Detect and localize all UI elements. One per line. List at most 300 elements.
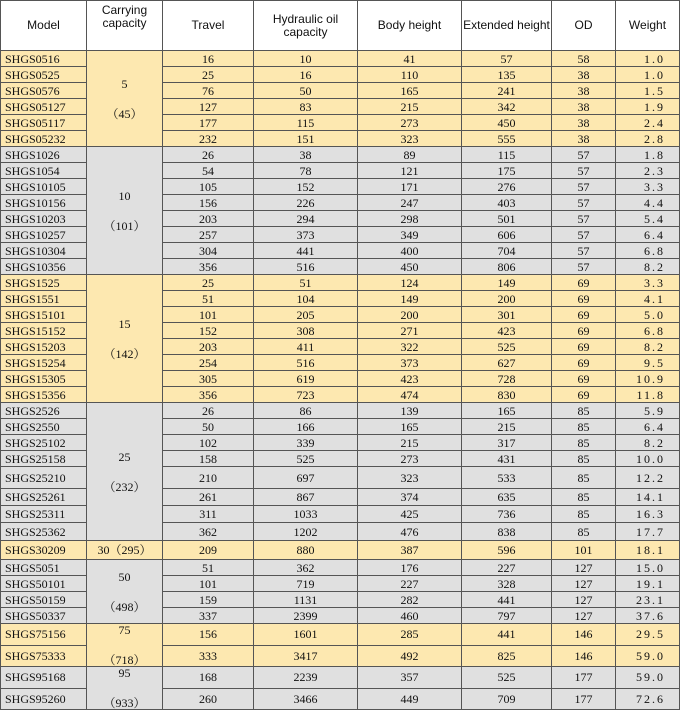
cell-weight: 6.4 — [616, 419, 680, 435]
cell-carrying-capacity — [87, 541, 163, 560]
capacity-spacer — [87, 202, 162, 220]
cell-body-height: 176 — [358, 560, 462, 576]
cell-od: 69 — [552, 355, 616, 371]
cell-hydraulic-oil-capacity: 78 — [254, 163, 358, 179]
capacity-kn-value: （718） — [103, 653, 146, 667]
cell-od: 57 — [552, 211, 616, 227]
cell-weight: 1.0 — [616, 67, 680, 83]
capacity-value: 5 — [121, 76, 128, 91]
cell-od: 58 — [552, 51, 616, 67]
cell-hydraulic-oil-capacity: 115 — [254, 115, 358, 131]
cell-model: SHGS25102 — [1, 435, 87, 451]
cell-travel: 203 — [163, 339, 254, 355]
capacity-value: 95 — [118, 666, 131, 680]
cell-model: SHGS75156 — [1, 624, 87, 646]
cell-body-height: 460 — [358, 608, 462, 624]
table-row — [1, 51, 680, 67]
cell-od: 69 — [552, 291, 616, 307]
cell-model: SHGS95260 — [1, 688, 87, 710]
cell-hydraulic-oil-capacity: 226 — [254, 195, 358, 211]
cell-extended-height: 149 — [462, 275, 552, 291]
cell-od: 69 — [552, 275, 616, 291]
cell-body-height: 200 — [358, 307, 462, 323]
cell-body-height: 476 — [358, 523, 462, 541]
cell-model: SHGS15203 — [1, 339, 87, 355]
cell-weight: 9.5 — [616, 355, 680, 371]
cell-od: 57 — [552, 163, 616, 179]
cell-extended-height: 555 — [462, 131, 552, 147]
cell-extended-height: 606 — [462, 227, 552, 243]
table-body — [1, 51, 680, 710]
header-carrying-capacity: Carrying capacity — [87, 1, 163, 51]
cell-od: 57 — [552, 243, 616, 259]
cell-weight: 5.9 — [616, 403, 680, 419]
cell-body-height: 273 — [358, 115, 462, 131]
cell-model: SHGS15254 — [1, 355, 87, 371]
cell-extended-height: 317 — [462, 435, 552, 451]
cell-od: 85 — [552, 435, 616, 451]
cell-travel: 76 — [163, 83, 254, 99]
cell-travel: 51 — [163, 560, 254, 576]
cell-model: SHGS95168 — [1, 667, 87, 689]
cell-body-height: 425 — [358, 506, 462, 523]
cell-weight: 5.0 — [616, 307, 680, 323]
cell-weight: 8.2 — [616, 259, 680, 275]
cell-od: 127 — [552, 608, 616, 624]
cell-weight: 1.8 — [616, 147, 680, 163]
cell-hydraulic-oil-capacity: 205 — [254, 307, 358, 323]
cell-travel: 127 — [163, 99, 254, 115]
cell-travel: 16 — [163, 51, 254, 67]
cell-model: SHGS05127 — [1, 99, 87, 115]
cell-model: SHGS25158 — [1, 451, 87, 467]
cell-body-height: 450 — [358, 259, 462, 275]
cell-carrying-capacity — [87, 275, 163, 403]
cell-model: SHGS10356 — [1, 259, 87, 275]
table-row — [1, 624, 680, 646]
cell-model: SHGS05232 — [1, 131, 87, 147]
header-row — [1, 1, 680, 51]
cell-model: SHGS10257 — [1, 227, 87, 243]
cell-carrying-capacity — [87, 51, 163, 147]
cell-carrying-capacity — [87, 560, 163, 624]
cell-model: SHGS50101 — [1, 576, 87, 592]
cell-od: 85 — [552, 467, 616, 489]
capacity-value: 75 — [118, 623, 131, 637]
cell-travel: 156 — [163, 624, 254, 646]
cell-model: SHGS25362 — [1, 523, 87, 541]
cell-extended-height: 175 — [462, 163, 552, 179]
cell-model: SHGS5051 — [1, 560, 87, 576]
capacity-kn-value: （101） — [103, 218, 146, 233]
cell-od: 57 — [552, 147, 616, 163]
capacity-spacer — [87, 679, 162, 697]
cell-travel: 333 — [163, 645, 254, 667]
cell-model: SHGS75333 — [1, 645, 87, 667]
cell-carrying-capacity — [87, 147, 163, 275]
cell-model: SHGS0576 — [1, 83, 87, 99]
cell-od: 69 — [552, 307, 616, 323]
cell-weight: 4.4 — [616, 195, 680, 211]
cell-hydraulic-oil-capacity: 2399 — [254, 608, 358, 624]
cell-model: SHGS50159 — [1, 592, 87, 608]
cell-body-height: 285 — [358, 624, 462, 646]
cell-model: SHGS1525 — [1, 275, 87, 291]
cell-model: SHGS10203 — [1, 211, 87, 227]
cell-weight: 16.3 — [616, 506, 680, 523]
cell-travel: 51 — [163, 291, 254, 307]
cell-body-height: 323 — [358, 467, 462, 489]
cell-travel: 168 — [163, 667, 254, 689]
cell-model: SHGS1026 — [1, 147, 87, 163]
cell-extended-height: 441 — [462, 624, 552, 646]
cell-model: SHGS0525 — [1, 67, 87, 83]
cell-hydraulic-oil-capacity: 516 — [254, 355, 358, 371]
cell-extended-height: 115 — [462, 147, 552, 163]
cell-hydraulic-oil-capacity: 1601 — [254, 624, 358, 646]
cell-weight: 29.5 — [616, 624, 680, 646]
cell-extended-height: 450 — [462, 115, 552, 131]
cell-travel: 356 — [163, 387, 254, 403]
cell-body-height: 89 — [358, 147, 462, 163]
cell-travel: 102 — [163, 435, 254, 451]
cell-weight: 5.4 — [616, 211, 680, 227]
cell-weight: 1.9 — [616, 99, 680, 115]
cell-hydraulic-oil-capacity: 1033 — [254, 506, 358, 523]
cell-hydraulic-oil-capacity: 152 — [254, 179, 358, 195]
cell-weight: 6.8 — [616, 323, 680, 339]
cell-travel: 254 — [163, 355, 254, 371]
cell-body-height: 139 — [358, 403, 462, 419]
cell-travel: 305 — [163, 371, 254, 387]
cell-od: 57 — [552, 195, 616, 211]
cell-hydraulic-oil-capacity: 362 — [254, 560, 358, 576]
cell-hydraulic-oil-capacity: 104 — [254, 291, 358, 307]
cell-model: SHGS10304 — [1, 243, 87, 259]
cell-weight: 3.3 — [616, 179, 680, 195]
capacity-spacer — [87, 583, 162, 601]
cell-extended-height: 301 — [462, 307, 552, 323]
cell-extended-height: 825 — [462, 645, 552, 667]
cell-carrying-capacity — [87, 624, 163, 667]
capacity-kn-value: （498） — [103, 599, 146, 614]
cell-body-height: 124 — [358, 275, 462, 291]
cell-hydraulic-oil-capacity: 1131 — [254, 592, 358, 608]
cell-od: 101 — [552, 541, 616, 560]
cell-travel: 311 — [163, 506, 254, 523]
cell-extended-height: 328 — [462, 576, 552, 592]
capacity-spacer — [87, 636, 162, 654]
cell-travel: 105 — [163, 179, 254, 195]
cell-extended-height: 838 — [462, 523, 552, 541]
cell-weight: 6.4 — [616, 227, 680, 243]
cell-hydraulic-oil-capacity: 2239 — [254, 667, 358, 689]
cell-od: 146 — [552, 645, 616, 667]
cell-model: SHGS0516 — [1, 51, 87, 67]
cell-travel: 50 — [163, 419, 254, 435]
cell-body-height: 215 — [358, 99, 462, 115]
cell-extended-height: 797 — [462, 608, 552, 624]
capacity-kn-value: （45） — [106, 106, 143, 121]
table-row — [1, 403, 680, 419]
cell-hydraulic-oil-capacity: 16 — [254, 67, 358, 83]
cell-hydraulic-oil-capacity: 38 — [254, 147, 358, 163]
cell-od: 57 — [552, 179, 616, 195]
capacity-value: 30（295） — [97, 543, 152, 557]
header-model: Model — [1, 1, 87, 51]
cell-weight: 59.0 — [616, 667, 680, 689]
cell-extended-height: 441 — [462, 592, 552, 608]
cell-od: 57 — [552, 259, 616, 275]
cell-body-height: 387 — [358, 541, 462, 560]
cell-hydraulic-oil-capacity: 86 — [254, 403, 358, 419]
cell-weight: 2.4 — [616, 115, 680, 131]
cell-travel: 210 — [163, 467, 254, 489]
cell-hydraulic-oil-capacity: 441 — [254, 243, 358, 259]
cell-hydraulic-oil-capacity: 151 — [254, 131, 358, 147]
cell-travel: 203 — [163, 211, 254, 227]
cell-body-height: 273 — [358, 451, 462, 467]
cell-weight: 1.0 — [616, 51, 680, 67]
cell-extended-height: 704 — [462, 243, 552, 259]
cell-od: 69 — [552, 387, 616, 403]
cell-travel: 209 — [163, 541, 254, 560]
cell-body-height: 247 — [358, 195, 462, 211]
header-od: OD — [552, 1, 616, 51]
cell-hydraulic-oil-capacity: 719 — [254, 576, 358, 592]
cell-travel: 101 — [163, 307, 254, 323]
cell-extended-height: 200 — [462, 291, 552, 307]
cell-model: SHGS2526 — [1, 403, 87, 419]
cell-od: 85 — [552, 523, 616, 541]
cell-hydraulic-oil-capacity: 373 — [254, 227, 358, 243]
cell-extended-height: 635 — [462, 489, 552, 506]
cell-model: SHGS10156 — [1, 195, 87, 211]
cell-carrying-capacity — [87, 667, 163, 710]
cell-travel: 101 — [163, 576, 254, 592]
cell-hydraulic-oil-capacity: 3466 — [254, 688, 358, 710]
cell-od: 85 — [552, 419, 616, 435]
cell-model: SHGS10105 — [1, 179, 87, 195]
cell-carrying-capacity — [87, 403, 163, 541]
capacity-spacer — [87, 463, 162, 481]
cell-extended-height: 165 — [462, 403, 552, 419]
capacity-value: 15 — [118, 316, 131, 331]
capacity-value: 10 — [118, 188, 131, 203]
cell-weight: 11.8 — [616, 387, 680, 403]
cell-body-height: 121 — [358, 163, 462, 179]
cell-travel: 26 — [163, 147, 254, 163]
table-row — [1, 541, 680, 560]
cell-model: SHGS15305 — [1, 371, 87, 387]
cell-hydraulic-oil-capacity: 308 — [254, 323, 358, 339]
header-weight: Weight — [616, 1, 680, 51]
cell-extended-height: 227 — [462, 560, 552, 576]
cell-travel: 304 — [163, 243, 254, 259]
cell-model: SHGS25261 — [1, 489, 87, 506]
cell-hydraulic-oil-capacity: 294 — [254, 211, 358, 227]
cell-body-height: 423 — [358, 371, 462, 387]
cell-weight: 17.7 — [616, 523, 680, 541]
cell-od: 38 — [552, 67, 616, 83]
cell-od: 85 — [552, 506, 616, 523]
cell-body-height: 171 — [358, 179, 462, 195]
cell-hydraulic-oil-capacity: 516 — [254, 259, 358, 275]
cell-od: 38 — [552, 83, 616, 99]
cell-od: 177 — [552, 667, 616, 689]
cell-travel: 177 — [163, 115, 254, 131]
header-body-height: Body height — [358, 1, 462, 51]
cell-od: 69 — [552, 371, 616, 387]
cell-extended-height: 276 — [462, 179, 552, 195]
cell-extended-height: 215 — [462, 419, 552, 435]
cell-hydraulic-oil-capacity: 51 — [254, 275, 358, 291]
cell-extended-height: 533 — [462, 467, 552, 489]
cell-body-height: 474 — [358, 387, 462, 403]
capacity-spacer — [87, 330, 162, 348]
cell-extended-height: 342 — [462, 99, 552, 115]
cell-body-height: 373 — [358, 355, 462, 371]
cell-extended-height: 736 — [462, 506, 552, 523]
cell-weight: 72.6 — [616, 688, 680, 710]
cell-travel: 25 — [163, 275, 254, 291]
cell-extended-height: 596 — [462, 541, 552, 560]
cell-weight: 15.0 — [616, 560, 680, 576]
cell-extended-height: 403 — [462, 195, 552, 211]
cell-body-height: 374 — [358, 489, 462, 506]
cell-travel: 356 — [163, 259, 254, 275]
cell-body-height: 165 — [358, 419, 462, 435]
cell-travel: 26 — [163, 403, 254, 419]
cell-travel: 152 — [163, 323, 254, 339]
cell-extended-height: 627 — [462, 355, 552, 371]
cell-hydraulic-oil-capacity: 867 — [254, 489, 358, 506]
cell-body-height: 41 — [358, 51, 462, 67]
cell-model: SHGS2550 — [1, 419, 87, 435]
cell-body-height: 349 — [358, 227, 462, 243]
table-row — [1, 667, 680, 689]
cell-travel: 158 — [163, 451, 254, 467]
cell-body-height: 357 — [358, 667, 462, 689]
cell-od: 85 — [552, 489, 616, 506]
cell-body-height: 298 — [358, 211, 462, 227]
cell-od: 127 — [552, 560, 616, 576]
cell-travel: 54 — [163, 163, 254, 179]
cell-od: 127 — [552, 576, 616, 592]
cell-od: 57 — [552, 227, 616, 243]
cell-weight: 2.3 — [616, 163, 680, 179]
cell-model: SHGS05117 — [1, 115, 87, 131]
cell-weight: 4.1 — [616, 291, 680, 307]
cell-model: SHGS1054 — [1, 163, 87, 179]
cell-body-height: 323 — [358, 131, 462, 147]
cell-extended-height: 501 — [462, 211, 552, 227]
cell-travel: 156 — [163, 195, 254, 211]
cell-travel: 337 — [163, 608, 254, 624]
cell-body-height: 215 — [358, 435, 462, 451]
cell-od: 177 — [552, 688, 616, 710]
cell-body-height: 400 — [358, 243, 462, 259]
cell-travel: 232 — [163, 131, 254, 147]
cell-body-height: 492 — [358, 645, 462, 667]
cell-body-height: 322 — [358, 339, 462, 355]
cell-weight: 3.3 — [616, 275, 680, 291]
cell-od: 127 — [552, 592, 616, 608]
cell-hydraulic-oil-capacity: 50 — [254, 83, 358, 99]
cell-weight: 8.2 — [616, 339, 680, 355]
cell-extended-height: 431 — [462, 451, 552, 467]
cell-hydraulic-oil-capacity: 525 — [254, 451, 358, 467]
cell-model: SHGS15152 — [1, 323, 87, 339]
header-hydraulic-oil-capacity: Hydraulic oil capacity — [254, 1, 358, 51]
cell-extended-height: 135 — [462, 67, 552, 83]
header-travel: Travel — [163, 1, 254, 51]
cell-weight: 6.8 — [616, 243, 680, 259]
cell-model: SHGS15356 — [1, 387, 87, 403]
capacity-value: 50 — [118, 569, 131, 584]
cell-hydraulic-oil-capacity: 3417 — [254, 645, 358, 667]
cell-weight: 1.5 — [616, 83, 680, 99]
capacity-kn-value: （232） — [103, 479, 146, 494]
cell-od: 69 — [552, 339, 616, 355]
cell-extended-height: 806 — [462, 259, 552, 275]
cell-od: 85 — [552, 451, 616, 467]
cell-travel: 362 — [163, 523, 254, 541]
cell-hydraulic-oil-capacity: 880 — [254, 541, 358, 560]
table-row — [1, 275, 680, 291]
cell-body-height: 149 — [358, 291, 462, 307]
cell-weight: 10.0 — [616, 451, 680, 467]
cell-extended-height: 525 — [462, 667, 552, 689]
cell-body-height: 449 — [358, 688, 462, 710]
cell-model: SHGS25311 — [1, 506, 87, 523]
cell-weight: 14.1 — [616, 489, 680, 506]
cell-hydraulic-oil-capacity: 1202 — [254, 523, 358, 541]
cell-weight: 18.1 — [616, 541, 680, 560]
cell-weight: 59.0 — [616, 645, 680, 667]
cell-travel: 257 — [163, 227, 254, 243]
cell-hydraulic-oil-capacity: 166 — [254, 419, 358, 435]
cell-od: 85 — [552, 403, 616, 419]
cell-hydraulic-oil-capacity: 10 — [254, 51, 358, 67]
cell-extended-height: 241 — [462, 83, 552, 99]
cell-hydraulic-oil-capacity: 723 — [254, 387, 358, 403]
cell-extended-height: 830 — [462, 387, 552, 403]
cell-weight: 10.9 — [616, 371, 680, 387]
cell-travel: 25 — [163, 67, 254, 83]
cell-od: 38 — [552, 99, 616, 115]
cell-travel: 261 — [163, 489, 254, 506]
cell-od: 146 — [552, 624, 616, 646]
cell-extended-height: 709 — [462, 688, 552, 710]
cell-extended-height: 423 — [462, 323, 552, 339]
cell-body-height: 271 — [358, 323, 462, 339]
cell-extended-height: 525 — [462, 339, 552, 355]
cell-hydraulic-oil-capacity: 411 — [254, 339, 358, 355]
cell-body-height: 227 — [358, 576, 462, 592]
cell-model: SHGS50337 — [1, 608, 87, 624]
capacity-value: 25 — [118, 449, 131, 464]
cell-hydraulic-oil-capacity: 619 — [254, 371, 358, 387]
cell-od: 38 — [552, 115, 616, 131]
capacity-spacer — [87, 90, 162, 108]
cell-model: SHGS30209 — [1, 541, 87, 560]
cell-od: 38 — [552, 131, 616, 147]
cell-body-height: 282 — [358, 592, 462, 608]
header-extended-height: Extended height — [462, 1, 552, 51]
cell-body-height: 165 — [358, 83, 462, 99]
cell-weight: 8.2 — [616, 435, 680, 451]
